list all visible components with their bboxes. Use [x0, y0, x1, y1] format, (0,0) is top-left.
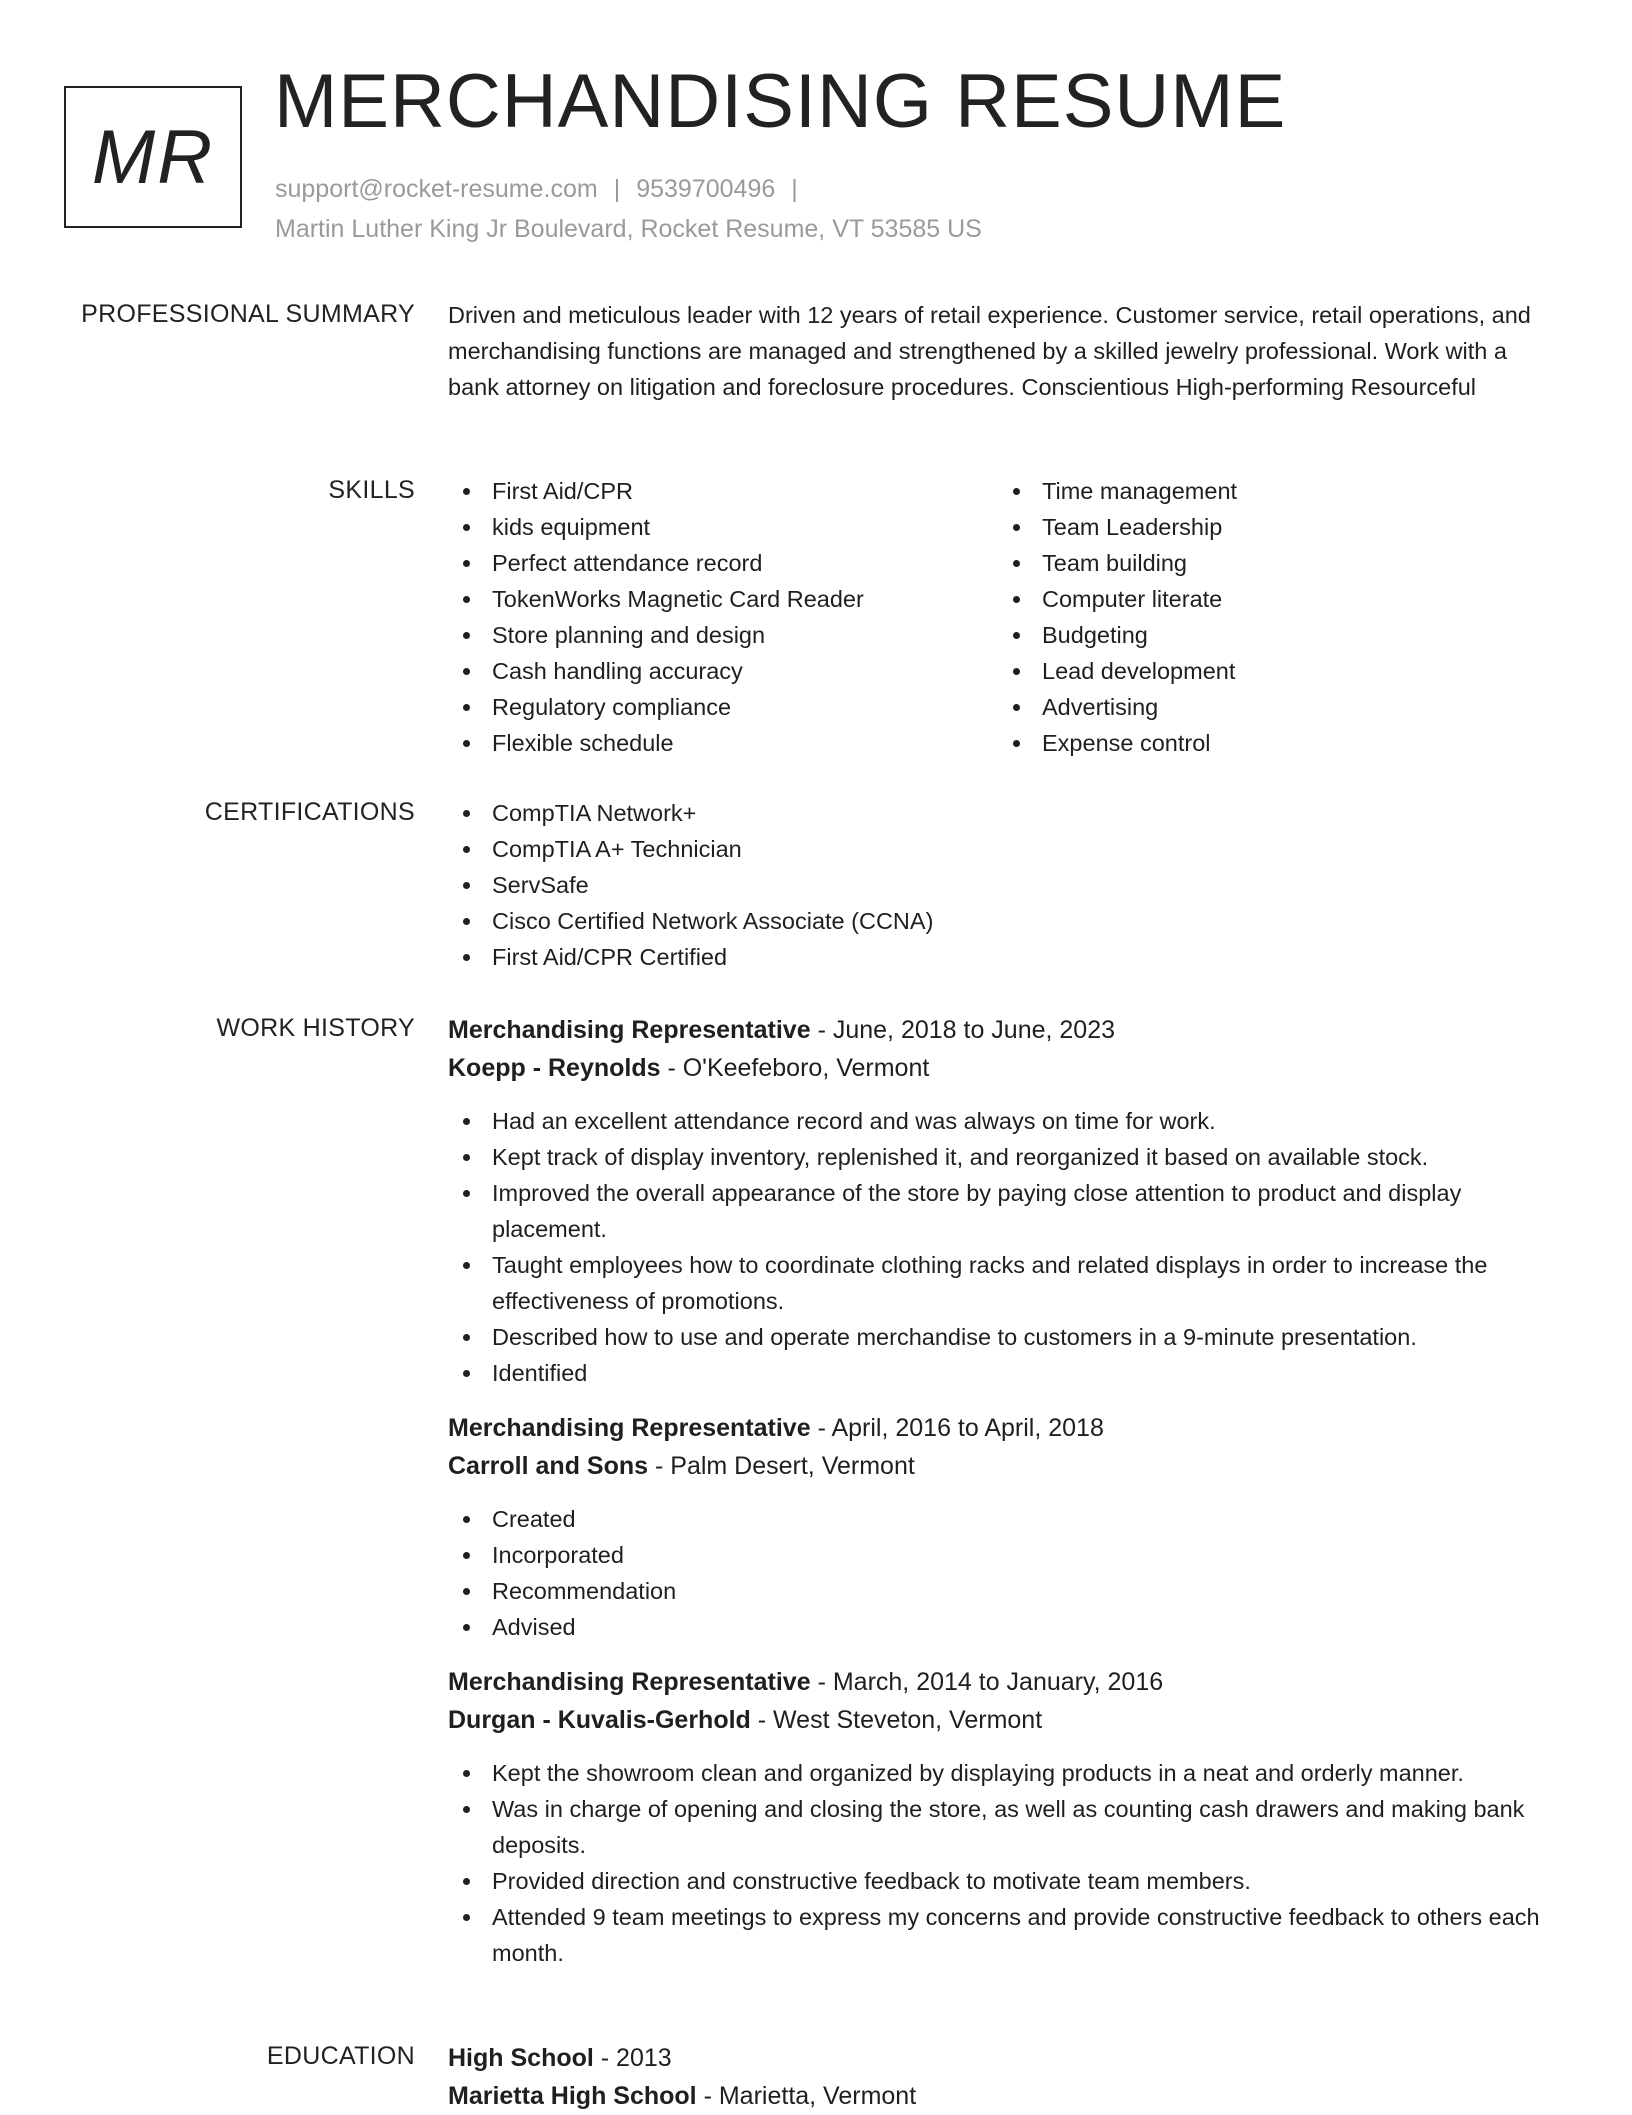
job-duties	[448, 1755, 1548, 1971]
section-label: EDUCATION	[266, 2042, 415, 2070]
list-item: ServSafe	[448, 867, 1548, 903]
list-item: Identified	[448, 1355, 1548, 1391]
list-item: TokenWorks Magnetic Card Reader	[448, 581, 998, 617]
section-label: CERTIFICATIONS	[204, 798, 415, 826]
list-item: Lead development	[998, 653, 1548, 689]
separator: |	[791, 175, 798, 203]
section-label: WORK HISTORY	[216, 1014, 415, 1042]
job-company-line	[448, 1447, 1548, 1485]
list-item: Was in charge of opening and closing the store, as well as counting cash drawers and making bank deposits.	[448, 1791, 1548, 1863]
list-item: Incorporated	[448, 1537, 1548, 1573]
list-item: Flexible schedule	[448, 725, 998, 761]
education-degree-line	[448, 2039, 1548, 2077]
list-item: Advised	[448, 1609, 1548, 1645]
monogram-box	[64, 86, 242, 228]
education-school: Marietta High School	[448, 2082, 697, 2110]
job-company: Durgan - Kuvalis-Gerhold	[448, 1706, 751, 1734]
list-item: Recommendation	[448, 1573, 1548, 1609]
job-title-line	[448, 1011, 1548, 1049]
job-entry	[448, 1409, 1548, 1645]
list-item: Budgeting	[998, 617, 1548, 653]
job-duties	[448, 1103, 1548, 1391]
skills-list-right	[998, 473, 1548, 761]
list-item: Cash handling accuracy	[448, 653, 998, 689]
job-company-line	[448, 1701, 1548, 1739]
list-item: Created	[448, 1501, 1548, 1537]
list-item: Cisco Certified Network Associate (CCNA)	[448, 903, 1548, 939]
list-item: Team Leadership	[998, 509, 1548, 545]
monogram-initials: MR	[91, 114, 215, 200]
job-location: - O'Keefeboro, Vermont	[660, 1054, 930, 1082]
section-label: SKILLS	[328, 476, 415, 504]
job-entry	[448, 1663, 1548, 1971]
list-item: CompTIA Network+	[448, 795, 1548, 831]
list-item: CompTIA A+ Technician	[448, 831, 1548, 867]
job-title-line	[448, 1409, 1548, 1447]
list-item: Regulatory compliance	[448, 689, 998, 725]
job-dates: - March, 2014 to January, 2016	[810, 1668, 1164, 1696]
job-company-line	[448, 1049, 1548, 1087]
list-item: Had an excellent attendance record and was always on time for work.	[448, 1103, 1548, 1139]
education-degree: High School	[448, 2044, 594, 2072]
job-dates: - June, 2018 to June, 2023	[810, 1016, 1116, 1044]
skills-list-left	[448, 473, 998, 761]
education-location: - Marietta, Vermont	[696, 2082, 917, 2110]
contact-line	[275, 172, 814, 206]
list-item: First Aid/CPR	[448, 473, 998, 509]
job-location: - West Steveton, Vermont	[750, 1706, 1043, 1734]
job-company: Koepp - Reynolds	[448, 1054, 661, 1082]
list-item: Kept track of display inventory, replenished it, and reorganized it based on available stock.	[448, 1139, 1548, 1175]
job-company: Carroll and Sons	[448, 1452, 649, 1480]
summary-text: Driven and meticulous leader with 12 years of retail experience. Customer service, retail operations, and merchandising functions are managed and strengthened by a skilled jewelry professional. Work with a bank attorney on litigation and foreclosure procedures. Conscientious High-performing Resourceful	[448, 302, 1531, 400]
list-item: Perfect attendance record	[448, 545, 998, 581]
list-item: Attended 9 team meetings to express my concerns and provide constructive feedback to others each month.	[448, 1899, 1548, 1971]
section-label: PROFESSIONAL SUMMARY	[81, 300, 415, 328]
work-history-body	[448, 1011, 1548, 1989]
skills-columns	[448, 473, 1548, 761]
certifications-list	[448, 795, 1548, 975]
address: Martin Luther King Jr Boulevard, Rocket Resume, VT 53585 US	[275, 215, 982, 243]
summary-body	[448, 297, 1548, 405]
job-dates: - April, 2016 to April, 2018	[810, 1414, 1104, 1442]
list-item: Expense control	[998, 725, 1548, 761]
job-duties	[448, 1501, 1548, 1645]
job-title: Merchandising Representative	[448, 1414, 811, 1442]
certifications-body	[448, 795, 1548, 975]
separator: |	[613, 175, 621, 203]
list-item: Time management	[998, 473, 1548, 509]
education-body	[448, 2039, 1548, 2115]
list-item: Store planning and design	[448, 617, 998, 653]
job-title-line	[448, 1663, 1548, 1701]
phone: 9539700496	[636, 175, 776, 203]
education-year: - 2013	[593, 2044, 672, 2072]
education-school-line	[448, 2077, 1548, 2115]
job-title: Merchandising Representative	[448, 1668, 811, 1696]
resume-title: MERCHANDISING RESUME	[274, 59, 1287, 144]
list-item: Advertising	[998, 689, 1548, 725]
job-location: - Palm Desert, Vermont	[648, 1452, 915, 1480]
email: support@rocket-resume.com	[275, 175, 598, 203]
list-item: Kept the showroom clean and organized by displaying products in a neat and orderly manner.	[448, 1755, 1548, 1791]
job-entry	[448, 1011, 1548, 1391]
list-item: Improved the overall appearance of the store by paying close attention to product and display placement.	[448, 1175, 1548, 1247]
list-item: Computer literate	[998, 581, 1548, 617]
list-item: Provided direction and constructive feedback to motivate team members.	[448, 1863, 1548, 1899]
list-item: Team building	[998, 545, 1548, 581]
job-title: Merchandising Representative	[448, 1016, 811, 1044]
list-item: kids equipment	[448, 509, 998, 545]
list-item: Taught employees how to coordinate clothing racks and related displays in order to increase the effectiveness of promotions.	[448, 1247, 1548, 1319]
list-item: Described how to use and operate merchandise to customers in a 9-minute presentation.	[448, 1319, 1548, 1355]
list-item: First Aid/CPR Certified	[448, 939, 1548, 975]
